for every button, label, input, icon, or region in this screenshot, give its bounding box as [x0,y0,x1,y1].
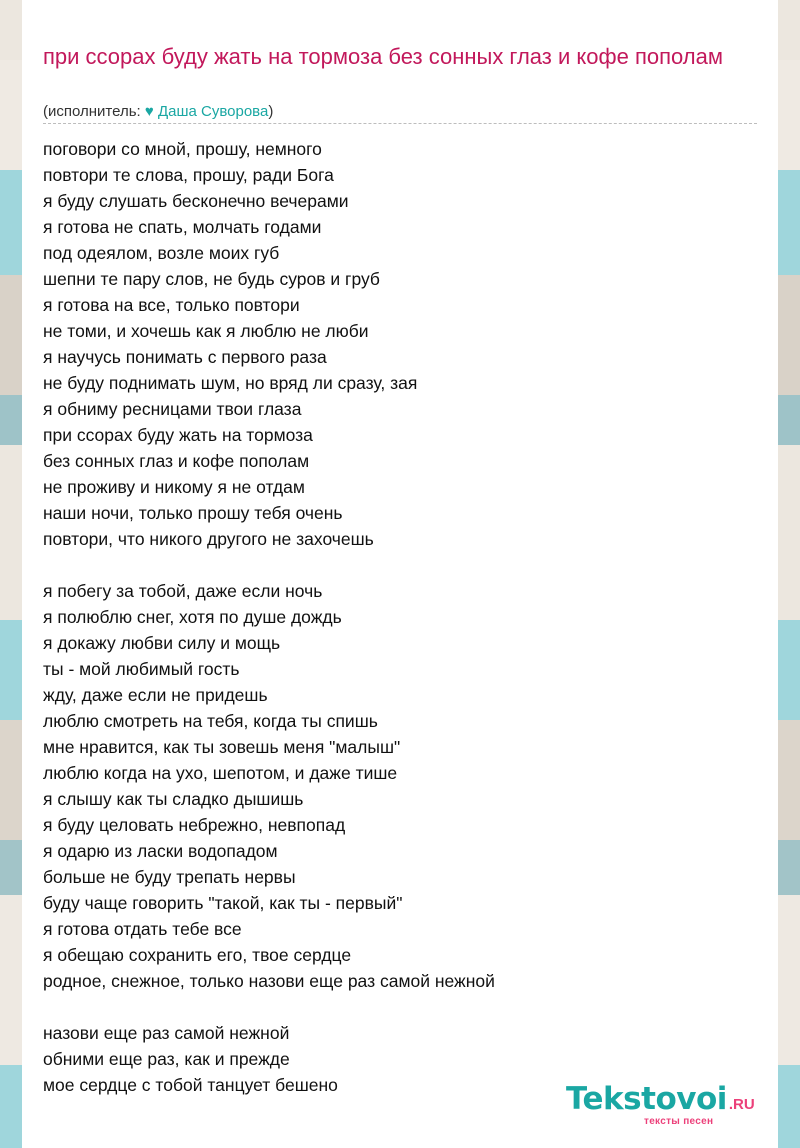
lyric-line: повтори, что никого другого не захочешь [43,529,374,549]
lyric-line: наши ночи, только прошу тебя очень [43,503,343,523]
artist-prefix: (исполнитель: [43,103,145,120]
logo-domain: .RU [728,1096,755,1113]
lyric-line: мое сердце с тобой танцует бешено [43,1075,338,1095]
title-divider [43,123,757,124]
lyric-line: я готова отдать тебе все [43,919,242,939]
song-title: при ссорах буду жать на тормоза без сонных глаз и кофе пополам [43,44,723,69]
lyric-line: я обещаю сохранить его, твое сердце [43,945,352,965]
heart-icon: ♥ [144,103,154,120]
lyric-line: назови еще раз самой нежной [43,1023,290,1043]
lyric-line: не буду поднимать шум, но вряд ли сразу, зая [43,373,418,393]
lyric-line: я слышу как ты сладко дышишь [43,789,304,809]
lyric-line: родное, снежное, только назови еще раз самой нежной [43,971,495,991]
lyrics-text [43,136,763,1098]
lyric-line: я докажу любви силу и мощь [43,633,281,653]
lyric-line: я обниму ресницами твои глаза [43,399,302,419]
lyric-line: я буду слушать бесконечно вечерами [43,191,349,211]
lyric-line: повтори те слова, прошу, ради Бога [43,165,334,185]
lyric-line: мне нравится, как ты зовешь меня "малыш" [43,737,401,757]
lyric-line: я побегу за тобой, даже если ночь [43,581,323,601]
lyric-line: не томи, и хочешь как я люблю не люби [43,321,369,341]
lyric-line: я полюблю снег, хотя по душе дождь [43,607,342,627]
stanza-break [43,994,763,1020]
lyric-line: больше не буду трепать нервы [43,867,296,887]
lyric-line: люблю смотреть на тебя, когда ты спишь [43,711,378,731]
artist-line [43,102,273,122]
lyric-line: я готова не спать, молчать годами [43,217,322,237]
lyric-line: жду, даже если не придешь [43,685,268,705]
lyric-line: буду чаще говорить "такой, как ты - первый" [43,893,403,913]
lyric-line: я научусь понимать с первого раза [43,347,327,367]
lyric-line: ты - мой любимый гость [43,659,240,679]
lyric-line: под одеялом, возле моих губ [43,243,280,263]
stanza-break [43,552,763,578]
artist-suffix: ) [268,103,274,120]
lyric-line: не проживу и никому я не отдам [43,477,305,497]
logo-tagline: тексты песен [644,1116,714,1127]
site-logo[interactable] [566,1080,776,1130]
lyric-line: шепни те пару слов, не будь суров и груб [43,269,380,289]
lyric-line: при ссорах буду жать на тормоза [43,425,313,445]
lyric-line: обними еще раз, как и прежде [43,1049,290,1069]
artist-link[interactable]: Даша Суворова [157,103,269,120]
lyric-line: я одарю из ласки водопадом [43,841,278,861]
lyric-line: поговори со мной, прошу, немного [43,139,322,159]
logo-wordmark: Tekstovoi [566,1081,727,1117]
lyric-line: люблю когда на ухо, шепотом, и даже тише [43,763,398,783]
lyric-line: без сонных глаз и кофе пополам [43,451,310,471]
lyric-line: я буду целовать небрежно, невпопад [43,815,346,835]
lyric-line: я готова на все, только повтори [43,295,300,315]
